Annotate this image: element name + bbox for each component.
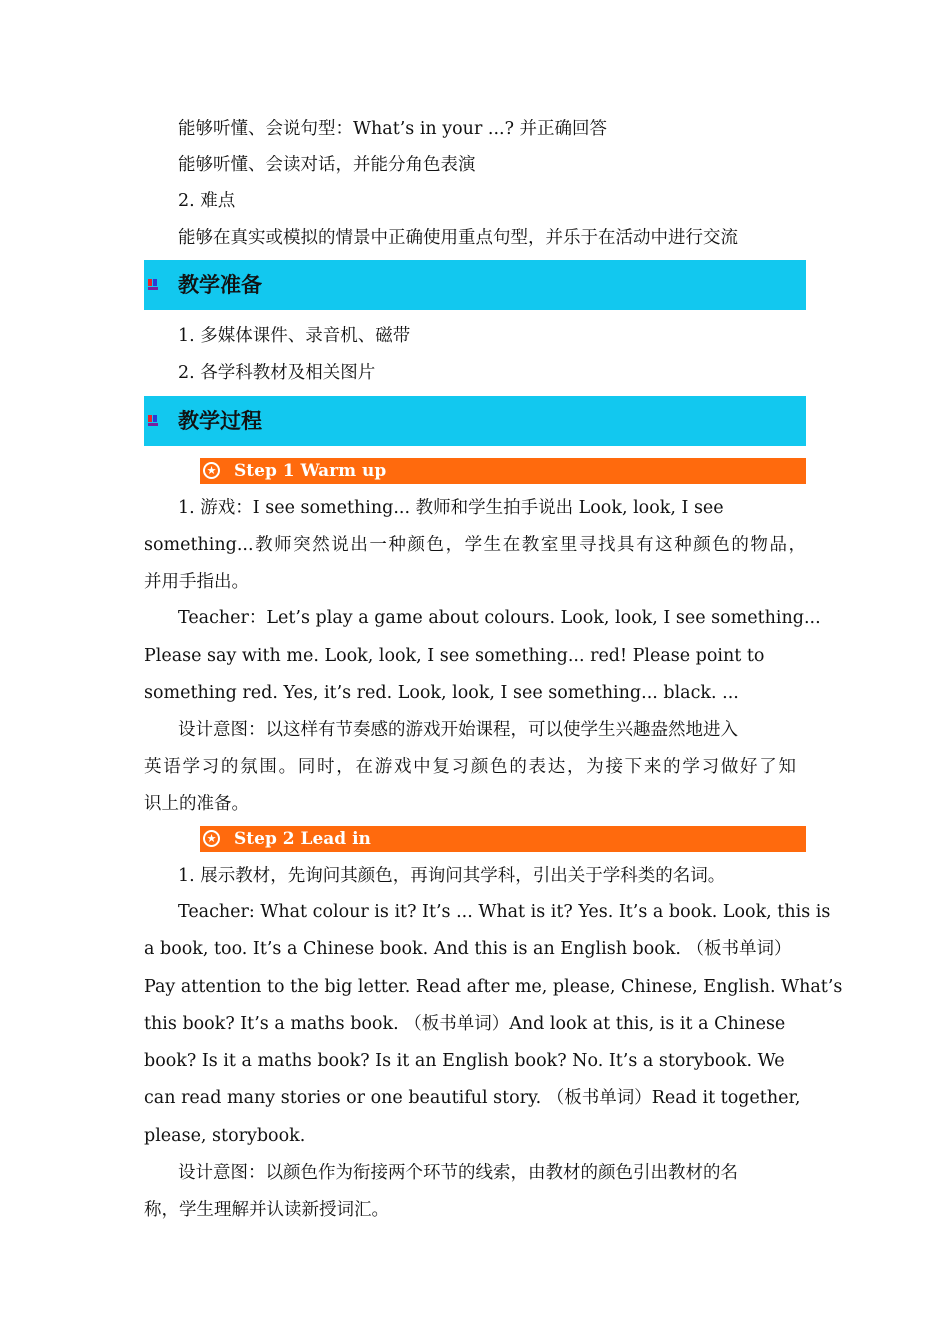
objective-line-1: 能够听懂、会说句型：What’s in your ...? 并正确回答 (178, 119, 608, 139)
step2-p2-line-1: Teacher: What colour is it? It’s ... What is it? Yes. It’s a book. Look, this is (178, 902, 831, 922)
book-bullet-icon (148, 415, 158, 426)
star-circle-icon: ★ (203, 830, 220, 847)
step-header-warm-up (200, 458, 806, 484)
step2-p1: 1. 展示教材，先询问其颜色，再询问其学科，引出关于学科类的名词。 (178, 866, 726, 886)
step1-p1-line-3: 并用手指出。 (144, 572, 249, 592)
section-header-process (144, 396, 806, 446)
step1-p3-line-2: 英语学习的氛围。同时，在游戏中复习颜色的表达，为接下来的学习做好了知 (144, 757, 796, 777)
step2-p2-line-3: Pay attention to the big letter. Read after me, please, Chinese, English. What’s (144, 977, 843, 997)
step2-p2-line-2: a book, too. It’s a Chinese book. And this is an English book. （板书单词） (144, 939, 792, 959)
step-title: Step 1 Warm up (234, 461, 387, 481)
step2-p2-line-4: this book? It’s a maths book. （板书单词）And look at this, is it a Chinese (144, 1014, 786, 1034)
step1-p2-line-1: Teacher：Let’s play a game about colours. Look, look, I see something... (178, 608, 821, 628)
step-header-lead-in (200, 826, 806, 852)
book-bullet-icon (148, 279, 158, 290)
section-title: 教学准备 (178, 272, 262, 297)
step2-p3-line-2: 称，学生理解并认读新授词汇。 (144, 1200, 389, 1220)
step2-p2-line-6: can read many stories or one beautiful story. （板书单词）Read it together, (144, 1088, 801, 1108)
difficulty-heading: 2. 难点 (178, 191, 236, 211)
step1-p3-line-1: 设计意图：以这样有节奏感的游戏开始课程，可以使学生兴趣盎然地进入 (178, 720, 738, 740)
difficulty-line: 能够在真实或模拟的情景中正确使用重点句型，并乐于在活动中进行交流 (178, 228, 738, 248)
step-title: Step 2 Lead in (234, 829, 371, 849)
preparation-item-1: 1. 多媒体课件、录音机、磁带 (178, 326, 411, 346)
step1-p1-line-1: 1. 游戏：I see something... 教师和学生拍手说出 Look, look, I see (178, 498, 724, 518)
section-header-preparation (144, 260, 806, 310)
objective-line-2: 能够听懂、会读对话，并能分角色表演 (178, 155, 476, 175)
step1-p2-line-2: Please say with me. Look, look, I see something... red! Please point to (144, 646, 765, 666)
step1-p1-line-2: something...教师突然说出一种颜色，学生在教室里寻找具有这种颜色的物品， (144, 535, 806, 555)
step1-p3-line-3: 识上的准备。 (144, 794, 249, 814)
star-circle-icon: ★ (203, 462, 220, 479)
step2-p2-line-7: please, storybook. (144, 1126, 306, 1146)
section-title: 教学过程 (178, 408, 262, 433)
step2-p2-line-5: book? Is it a maths book? Is it an English book? No. It’s a storybook. We (144, 1051, 785, 1071)
preparation-item-2: 2. 各学科教材及相关图片 (178, 363, 376, 383)
step1-p2-line-3: something red. Yes, it’s red. Look, look, I see something... black. ... (144, 683, 739, 703)
step2-p3-line-1: 设计意图：以颜色作为衔接两个环节的线索，由教材的颜色引出教材的名 (178, 1163, 738, 1183)
